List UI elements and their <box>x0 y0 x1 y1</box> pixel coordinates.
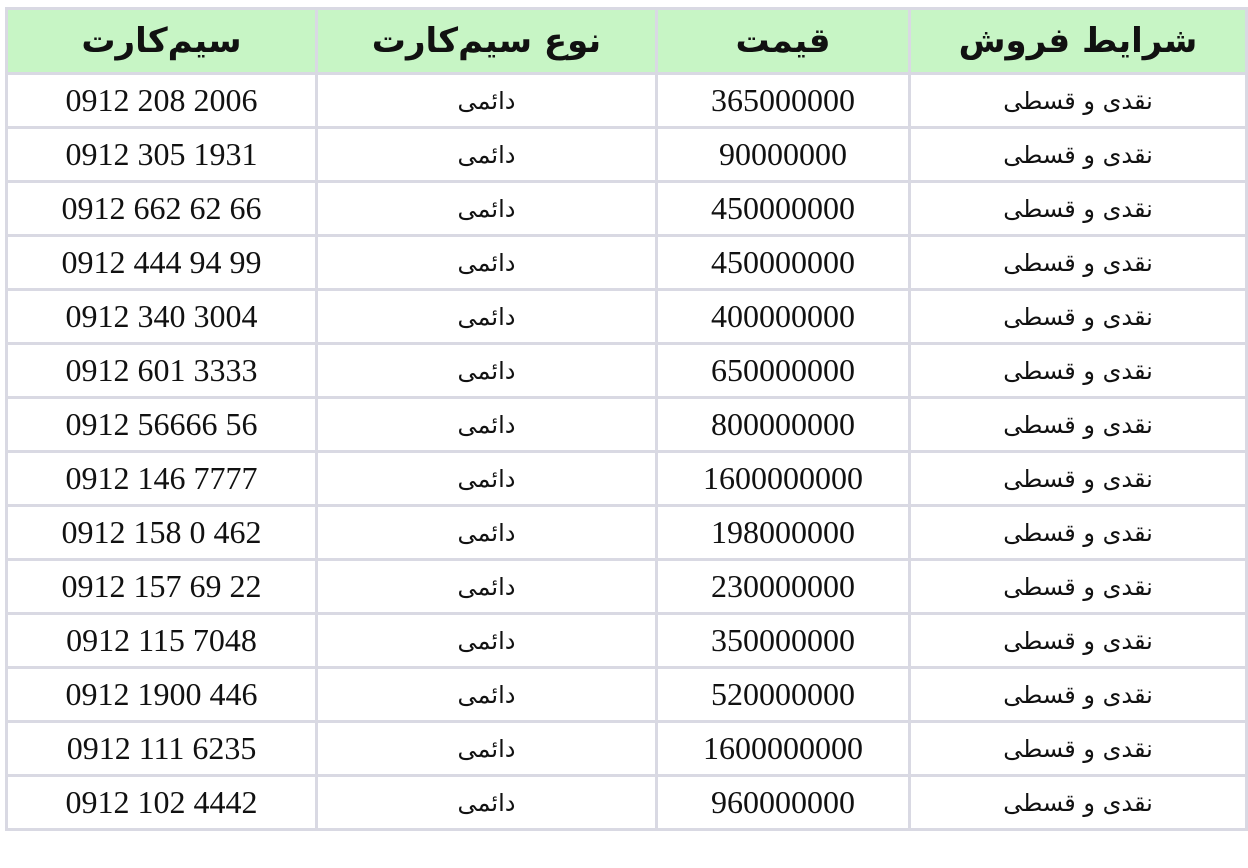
price-cell: 230000000 <box>657 560 910 614</box>
simcard-type-cell: دائمی <box>317 560 657 614</box>
sale-terms-cell: نقدی و قسطی <box>910 182 1247 236</box>
sale-terms-cell: نقدی و قسطی <box>910 236 1247 290</box>
table-row <box>7 776 1247 830</box>
simcard-number-cell: 0912 444 94 99 <box>7 236 317 290</box>
header-row <box>7 9 1247 74</box>
price-cell: 450000000 <box>657 182 910 236</box>
header-simcard: سیم‌کارت <box>7 9 317 74</box>
sale-terms-cell: نقدی و قسطی <box>910 128 1247 182</box>
price-cell: 520000000 <box>657 668 910 722</box>
simcard-type-cell: دائمی <box>317 614 657 668</box>
price-cell: 365000000 <box>657 74 910 128</box>
simcard-price-table-container <box>5 7 1245 831</box>
simcard-type-cell: دائمی <box>317 128 657 182</box>
price-cell: 350000000 <box>657 614 910 668</box>
simcard-type-cell: دائمی <box>317 452 657 506</box>
price-cell: 198000000 <box>657 506 910 560</box>
simcard-type-cell: دائمی <box>317 776 657 830</box>
price-cell: 960000000 <box>657 776 910 830</box>
price-cell: 90000000 <box>657 128 910 182</box>
price-cell: 650000000 <box>657 344 910 398</box>
simcard-price-table <box>5 7 1248 831</box>
simcard-number-cell: 0912 115 7048 <box>7 614 317 668</box>
simcard-number-cell: 0912 1900 446 <box>7 668 317 722</box>
simcard-type-cell: دائمی <box>317 506 657 560</box>
simcard-type-cell: دائمی <box>317 722 657 776</box>
sale-terms-cell: نقدی و قسطی <box>910 344 1247 398</box>
simcard-type-cell: دائمی <box>317 236 657 290</box>
table-row <box>7 614 1247 668</box>
table-row <box>7 128 1247 182</box>
simcard-type-cell: دائمی <box>317 182 657 236</box>
sale-terms-cell: نقدی و قسطی <box>910 290 1247 344</box>
simcard-number-cell: 0912 662 62 66 <box>7 182 317 236</box>
sale-terms-cell: نقدی و قسطی <box>910 560 1247 614</box>
sale-terms-cell: نقدی و قسطی <box>910 614 1247 668</box>
sale-terms-cell: نقدی و قسطی <box>910 506 1247 560</box>
price-cell: 1600000000 <box>657 722 910 776</box>
table-body <box>7 74 1247 830</box>
header-price: قیمت <box>657 9 910 74</box>
simcard-number-cell: 0912 340 3004 <box>7 290 317 344</box>
sale-terms-cell: نقدی و قسطی <box>910 722 1247 776</box>
simcard-type-cell: دائمی <box>317 668 657 722</box>
price-cell: 400000000 <box>657 290 910 344</box>
simcard-number-cell: 0912 102 4442 <box>7 776 317 830</box>
table-row <box>7 398 1247 452</box>
simcard-number-cell: 0912 158 0 462 <box>7 506 317 560</box>
header-sale-terms: شرایط فروش <box>910 9 1247 74</box>
simcard-number-cell: 0912 111 6235 <box>7 722 317 776</box>
table-row <box>7 668 1247 722</box>
table-row <box>7 290 1247 344</box>
sale-terms-cell: نقدی و قسطی <box>910 398 1247 452</box>
simcard-number-cell: 0912 56666 56 <box>7 398 317 452</box>
simcard-type-cell: دائمی <box>317 74 657 128</box>
header-simcard-type: نوع سیم‌کارت <box>317 9 657 74</box>
table-row <box>7 236 1247 290</box>
table-row <box>7 560 1247 614</box>
table-row <box>7 182 1247 236</box>
sale-terms-cell: نقدی و قسطی <box>910 74 1247 128</box>
table-row <box>7 74 1247 128</box>
table-row <box>7 344 1247 398</box>
simcard-type-cell: دائمی <box>317 290 657 344</box>
table-row <box>7 506 1247 560</box>
table-row <box>7 452 1247 506</box>
simcard-number-cell: 0912 157 69 22 <box>7 560 317 614</box>
simcard-type-cell: دائمی <box>317 398 657 452</box>
simcard-number-cell: 0912 305 1931 <box>7 128 317 182</box>
price-cell: 450000000 <box>657 236 910 290</box>
simcard-number-cell: 0912 208 2006 <box>7 74 317 128</box>
table-header <box>7 9 1247 74</box>
price-cell: 1600000000 <box>657 452 910 506</box>
simcard-number-cell: 0912 146 7777 <box>7 452 317 506</box>
sale-terms-cell: نقدی و قسطی <box>910 776 1247 830</box>
table-row <box>7 722 1247 776</box>
price-cell: 800000000 <box>657 398 910 452</box>
simcard-number-cell: 0912 601 3333 <box>7 344 317 398</box>
simcard-type-cell: دائمی <box>317 344 657 398</box>
sale-terms-cell: نقدی و قسطی <box>910 452 1247 506</box>
sale-terms-cell: نقدی و قسطی <box>910 668 1247 722</box>
